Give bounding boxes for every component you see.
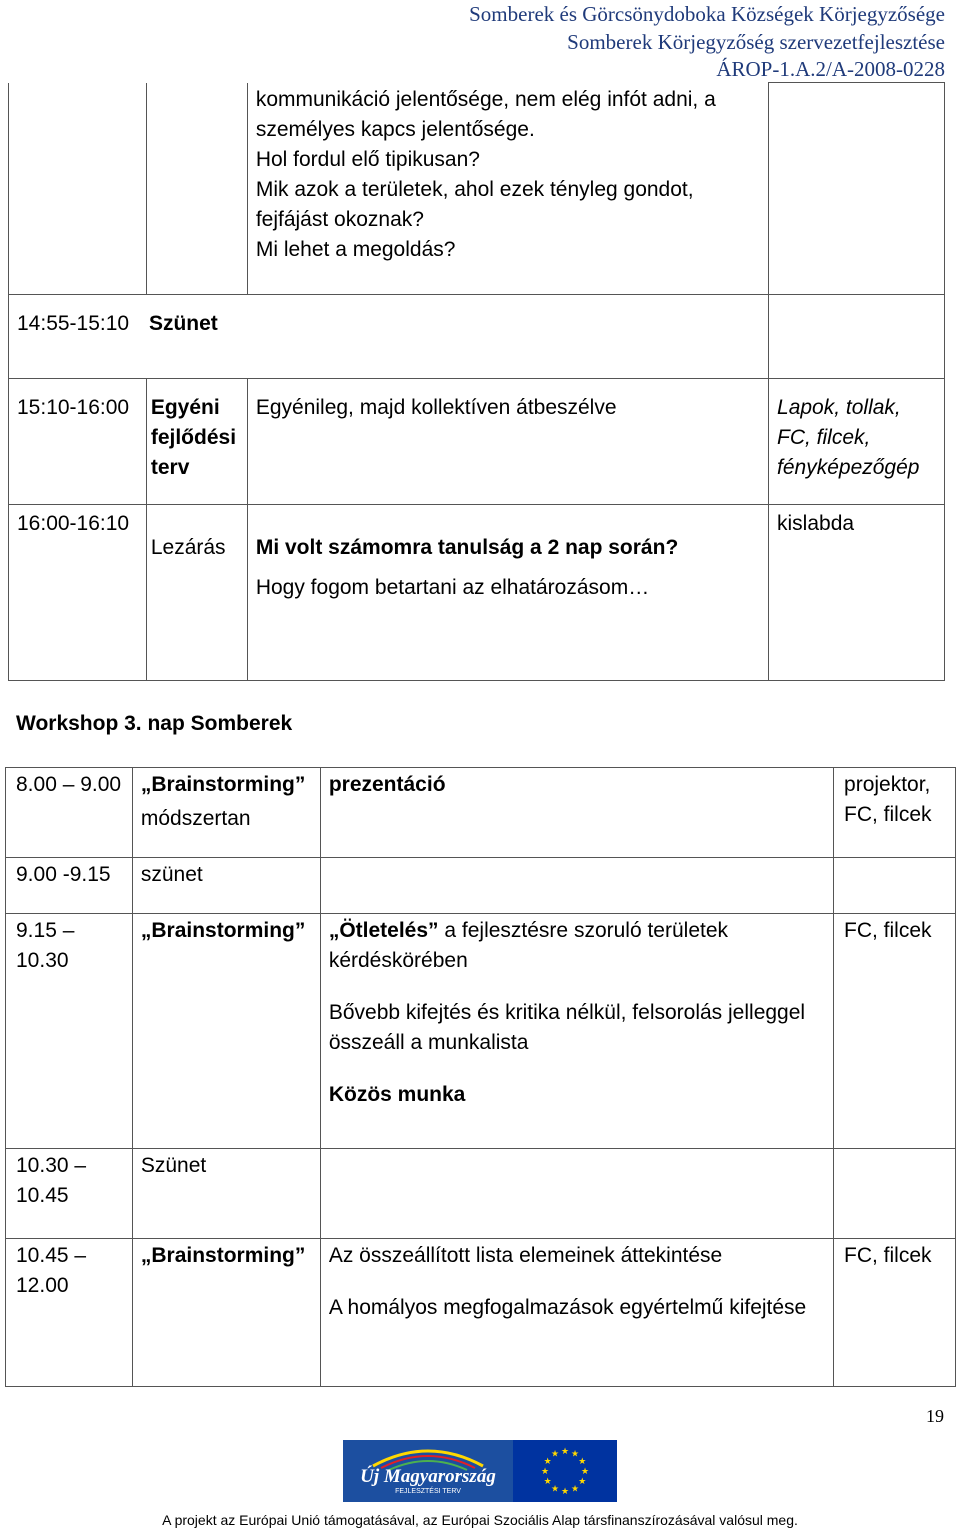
table-row bbox=[9, 83, 945, 295]
schedule-table-day3 bbox=[5, 767, 956, 1387]
table-row bbox=[9, 505, 945, 681]
intro-line: kommunikáció jelentősége, nem elég infót adni, a bbox=[255, 87, 716, 111]
schedule-table-day2 bbox=[8, 82, 945, 681]
tools-cell: FC, filcek bbox=[844, 1244, 932, 1267]
page-number: 19 bbox=[926, 1406, 944, 1426]
tools-cell: kislabda bbox=[777, 512, 855, 535]
intro-line: személyes kapcs jelentősége. bbox=[255, 117, 535, 141]
header-line-1: Somberek és Görcsönydoboka Községek Körjegyzősége bbox=[469, 2, 945, 26]
header-line-3: ÁROP-1.A.2/A-2008-0228 bbox=[716, 57, 945, 81]
eu-star-icon: ★ bbox=[543, 1456, 552, 1466]
table-row bbox=[6, 1149, 956, 1239]
eu-star-icon: ★ bbox=[578, 1476, 587, 1486]
session-title: Szünet bbox=[140, 1154, 207, 1177]
session-content: Hogy fogom betartani az elhatározásom… bbox=[255, 576, 650, 599]
session-content: Az összeállított lista elemeinek áttekintése bbox=[328, 1244, 723, 1267]
eu-star-icon: ★ bbox=[580, 1466, 590, 1476]
logo-subtext: FEJLESZTÉSI TERV bbox=[395, 1488, 461, 1495]
tools-cell: Lapok, tollak, FC, filcek, fényképezőgép bbox=[777, 396, 920, 479]
session-content: A homályos megfogalmazások egyértelmű kifejtése bbox=[328, 1296, 807, 1319]
eu-star-icon: ★ bbox=[560, 1446, 570, 1456]
session-title: Szünet bbox=[148, 312, 218, 335]
uj-magyarorszag-logo bbox=[343, 1440, 513, 1502]
intro-text bbox=[248, 83, 768, 271]
session-content: Mi volt számomra tanulság a 2 nap során? bbox=[255, 536, 679, 559]
eu-star-icon: ★ bbox=[570, 1483, 580, 1494]
session-title: „Brainstorming” bbox=[140, 1244, 306, 1267]
table-row bbox=[6, 768, 956, 858]
session-title: Lezárás bbox=[150, 536, 226, 559]
session-content: Egyénileg, majd kollektíven átbeszélve bbox=[255, 396, 617, 419]
intro-line: Mik azok a területek, ahol ezek tényleg gondot, bbox=[255, 177, 694, 201]
session-content: Bővebb kifejtés és kritika nélkül, felsorolás jelleggel összeáll a munkalista bbox=[328, 1001, 806, 1054]
eu-star-icon: ★ bbox=[550, 1448, 560, 1459]
time-cell: 15:10-16:00 bbox=[17, 396, 130, 419]
intro-line: fejfájást okoznak? bbox=[255, 207, 424, 231]
session-title: szünet bbox=[140, 863, 203, 886]
eu-star-icon: ★ bbox=[560, 1486, 570, 1496]
eu-star-icon: ★ bbox=[570, 1448, 580, 1459]
table-row bbox=[6, 914, 956, 1149]
intro-line: Hol fordul elő tipikusan? bbox=[255, 147, 480, 171]
header-line-2: Somberek Körjegyzőség szervezetfejlesztése bbox=[567, 30, 945, 54]
time-cell: 16:00-16:10 bbox=[17, 512, 130, 535]
time-cell: 9.15 – 10.30 bbox=[16, 919, 75, 972]
session-content-bold: „Ötletelés” bbox=[328, 919, 439, 942]
session-content: Közös munka bbox=[328, 1083, 466, 1106]
eu-star-icon: ★ bbox=[578, 1456, 587, 1466]
table-row bbox=[9, 295, 945, 379]
eu-star-icon: ★ bbox=[543, 1476, 552, 1486]
intro-line: Mi lehet a megoldás? bbox=[255, 237, 456, 261]
eu-star-icon: ★ bbox=[550, 1483, 560, 1494]
table-row bbox=[6, 858, 956, 914]
table-row bbox=[9, 379, 945, 505]
tools-cell: FC, filcek bbox=[844, 919, 932, 942]
session-title: Egyéni fejlődési terv bbox=[150, 396, 237, 479]
table-row bbox=[6, 1239, 956, 1387]
time-cell: 10.30 – 10.45 bbox=[16, 1154, 87, 1207]
session-title: „Brainstorming” bbox=[140, 773, 306, 796]
session-title: „Brainstorming” bbox=[140, 919, 306, 942]
eu-star-icon: ★ bbox=[540, 1466, 550, 1476]
tools-cell: projektor, FC, filcek bbox=[844, 773, 932, 826]
session-content: prezentáció bbox=[328, 773, 446, 796]
eu-flag-icon bbox=[513, 1440, 617, 1502]
section-title: Workshop 3. nap Somberek bbox=[16, 712, 293, 735]
time-cell: 8.00 – 9.00 bbox=[16, 773, 122, 796]
session-subtitle: módszertan bbox=[140, 807, 251, 830]
time-cell: 9.00 -9.15 bbox=[16, 863, 111, 886]
session-content: a fejlesztésre szoruló területek kérdéskörében bbox=[328, 919, 729, 972]
logo-text: Új Magyarország bbox=[360, 1466, 496, 1487]
time-cell: 10.45 – 12.00 bbox=[16, 1244, 87, 1297]
time-cell: 14:55-15:10 bbox=[17, 312, 130, 335]
footer-text: A projekt az Európai Unió támogatásával, az Európai Szociális Alap társfinanszírozásával valósul meg. bbox=[162, 1512, 798, 1528]
